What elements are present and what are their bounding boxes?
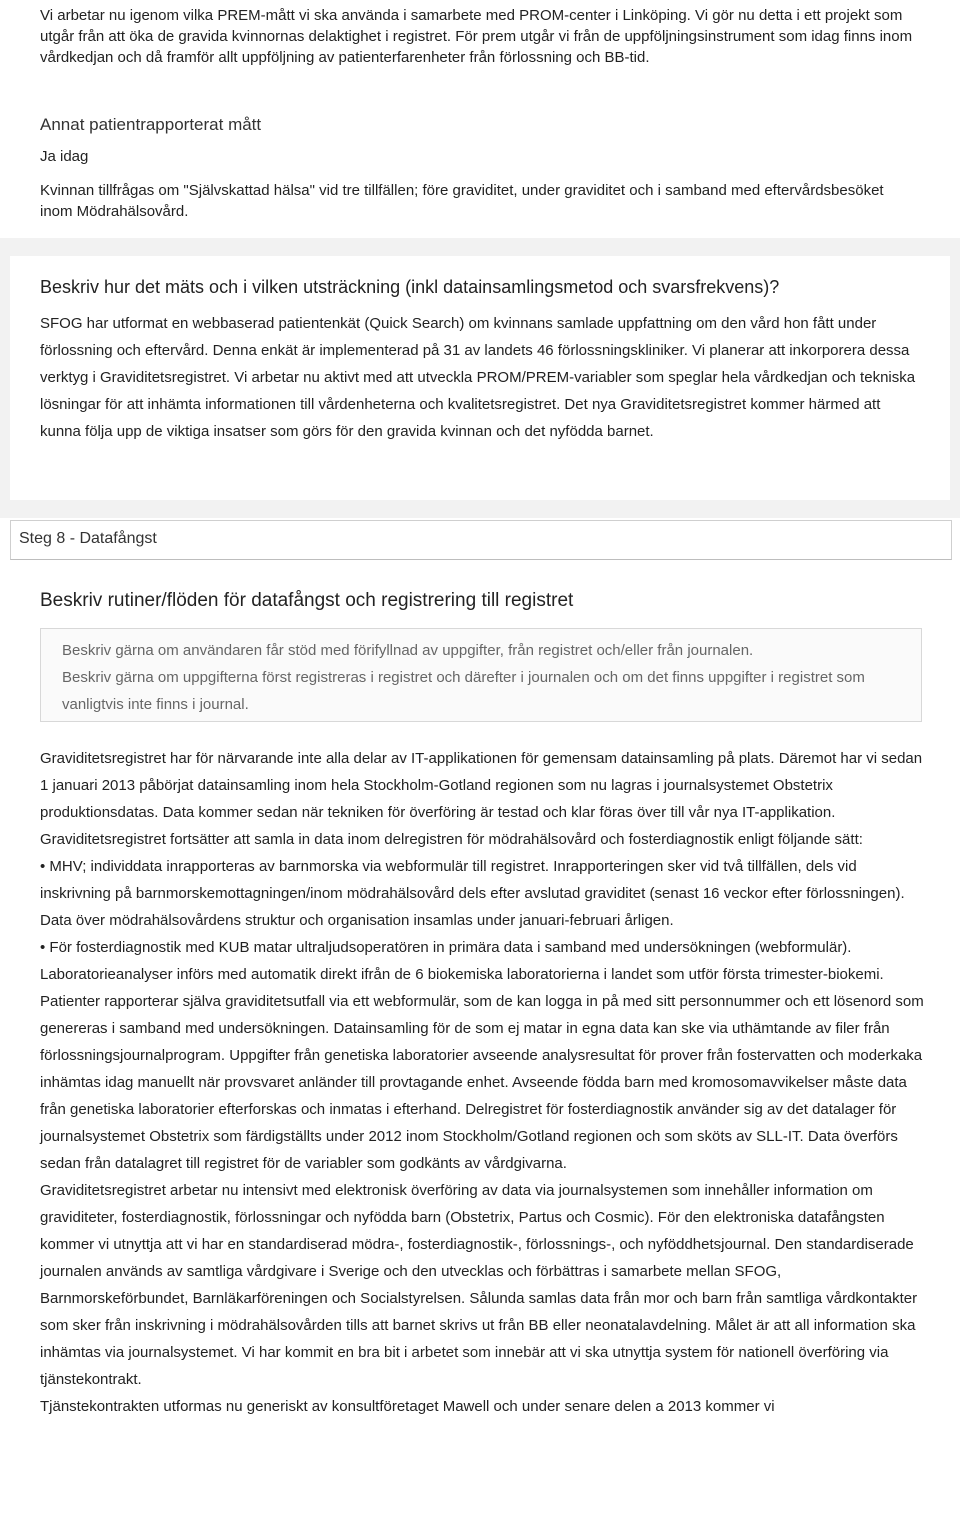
section-divider	[0, 500, 960, 518]
intro-paragraph: Vi arbetar nu igenom vilka PREM-mått vi ska använda i samarbete med PROM-center i Linköping. Vi gör nu detta i ett projekt som utgår från att öka de gravida kvinnornas delaktighet i registret. För prem utgår vi från de uppföljningsinstrument som idag finns inom vårdkedjan och då framför allt uppföljning av patienterfarenheter från förlossning och BB-tid.	[40, 7, 913, 66]
answer-paragraph: Graviditetsregistret har för närvarande inte alla delar av IT-applikationen för gemensam datainsamling på plats. Däremot har vi sedan 1 januari 2013 påbörjat datainsamling inom hela Stockholm-Gotland regionen som nu lagras i journalsystemet Obstetrix produktionsdatas. Data kommer sedan när tekniken för överföring är testad och klar föras över till vår nya IT-applikation.	[40, 750, 923, 821]
hint-text	[62, 637, 912, 718]
ja-idag-answer: Ja idag	[40, 148, 89, 165]
hint-line: Beskriv gärna om uppgifterna först registreras i registret och därefter i journalen och om det finns uppgifter i registret som vanligtvis inte finns i journal.	[62, 669, 865, 713]
step-header	[10, 520, 952, 560]
question-heading: Beskriv rutiner/flöden för datafångst och registrering till registret	[40, 590, 574, 611]
hint-box	[40, 628, 922, 722]
section-divider	[0, 238, 960, 256]
kvinnan-answer: Kvinnan tillfrågas om "Självskattad hälsa" vid tre tillfällen; före graviditet, under graviditet och i samband med eftervårdsbesöket inom Mödrahälsovård.	[40, 182, 884, 220]
matning-heading: Beskriv hur det mäts och i vilken utsträckning (inkl datainsamlingsmetod och svarsfrekvens)?	[40, 277, 780, 297]
bullet-item: • För fosterdiagnostik med KUB matar ultraljudsoperatören in primära data i samband med undersökningen (webformulär). Laboratorieanalyser införs med automatik direkt ifrån de 6 biokemiska laboratorierna i landet som utför första trimester-biokemi. Patienter rapporterar själva graviditetsutfall via ett webformulär, som de kan logga in på med sitt personnummer och ett lösenord som genereras i samband med undersökningen. Datainsamling för de som ej matar in egna data kan ske via uthämtande av filer från förlossningsjournalprogram. Uppgifter från genetiska laboratorier avseende analysresultat för prover från fostervatten och moderkaka inhämtas idag manuellt när provsvaret anländer till provtagande enhet. Avseende födda barn med kromosomavvikelser måste data från genetiska laboratorier efterforskas och inmatas i efterhand. Delregistret för fosterdiagnostik använder sig av det datalager för journalsystemet Obstetrix som färdigställts under 2012 inom Stockholm/Gotland regionen och som sköts av SLL-IT. Data överförs sedan från datalagret till registret för de variabler som godkänts av vårdgivarna.	[40, 939, 924, 1172]
hint-line: Beskriv gärna om användaren får stöd med förifyllnad av uppgifter, från registret och/eller från journalen.	[62, 642, 754, 659]
intro-section	[0, 0, 960, 236]
step-title: Steg 8 - Datafångst	[19, 530, 157, 547]
answer-paragraph: Tjänstekontrakten utformas nu generiskt av konsultföretaget Mawell och under senare delen a 2013 kommer vi	[40, 1398, 775, 1415]
annat-heading: Annat patientrapporterat mått	[40, 115, 262, 134]
bullet-item: • MHV; individdata inrapporteras av barnmorska via webformulär till registret. Inrapporteringen sker vid två tillfällen, dels vid inskrivning på barnmorskemottagningen/inom mödrahälsovård dels efter avslutad graviditet (senast 16 veckor efter förlossningen). Data över mödrahälsovårdens struktur och organisation insamlas under januari-februari årligen.	[40, 858, 905, 929]
answer-paragraph: Graviditetsregistret arbetar nu intensivt med elektronisk överföring av data via journalsystemen som innehåller information om graviditeter, fosterdiagnostik, förlossningar och nyfödda barn (Obstetrix, Partus och Cosmic). För den elektroniska datafångsten kommer vi utnyttja att vi har en standardiserad mödra-, fosterdiagnostik-, förlossnings-, och nyföddhetsjournal. Den standardiserade journalen används av samtliga vårdgivare i Sverige och den utvecklas och förbättras i samarbete mellan SFOG, Barnmorskeförbundet, Barnläkarföreningen och Socialstyrelsen. Sålunda samlas data från mor och barn från samtliga vårdkontakter som sker från inskrivning i mödrahälsovården tills att barnet skrivs ut från BB eller neonatalavdelning. Målet är att all information ska inhämtas via journalsystemet. Vi har kommit en bra bit i arbetet som innebär att vi ska utnyttja system för nationell överföring via tjänstekontrakt.	[40, 1182, 918, 1388]
section-rail-right	[950, 256, 960, 500]
matning-answer: SFOG har utformat en webbaserad patientenkät (Quick Search) om kvinnans samlade uppfattning om den vård hon fått under förlossning och eftervård. Denna enkät är implementerad på 31 av landets 46 förlossningskliniker. Vi planerar att inkorporera dessa verktyg i Graviditetsregistret. Vi arbetar nu aktivt med att utveckla PROM/PREM-variabler som speglar hela vårdkedjan och tekniska lösningar för att inhämta informationen till vårdenheterna och kvalitetsregistret. Det nya Graviditetsregistret kommer härmed att kunna följa upp de viktiga insatser som görs för den gravida kvinnan och det nyfödda barnet.	[40, 315, 916, 440]
answer-body	[40, 745, 925, 1420]
section-rail-left	[0, 256, 10, 500]
answer-paragraph: Graviditetsregistret fortsätter att samla in data inom delregistren för mödrahälsovård och fosterdiagnostik enligt följande sätt:	[40, 831, 863, 848]
